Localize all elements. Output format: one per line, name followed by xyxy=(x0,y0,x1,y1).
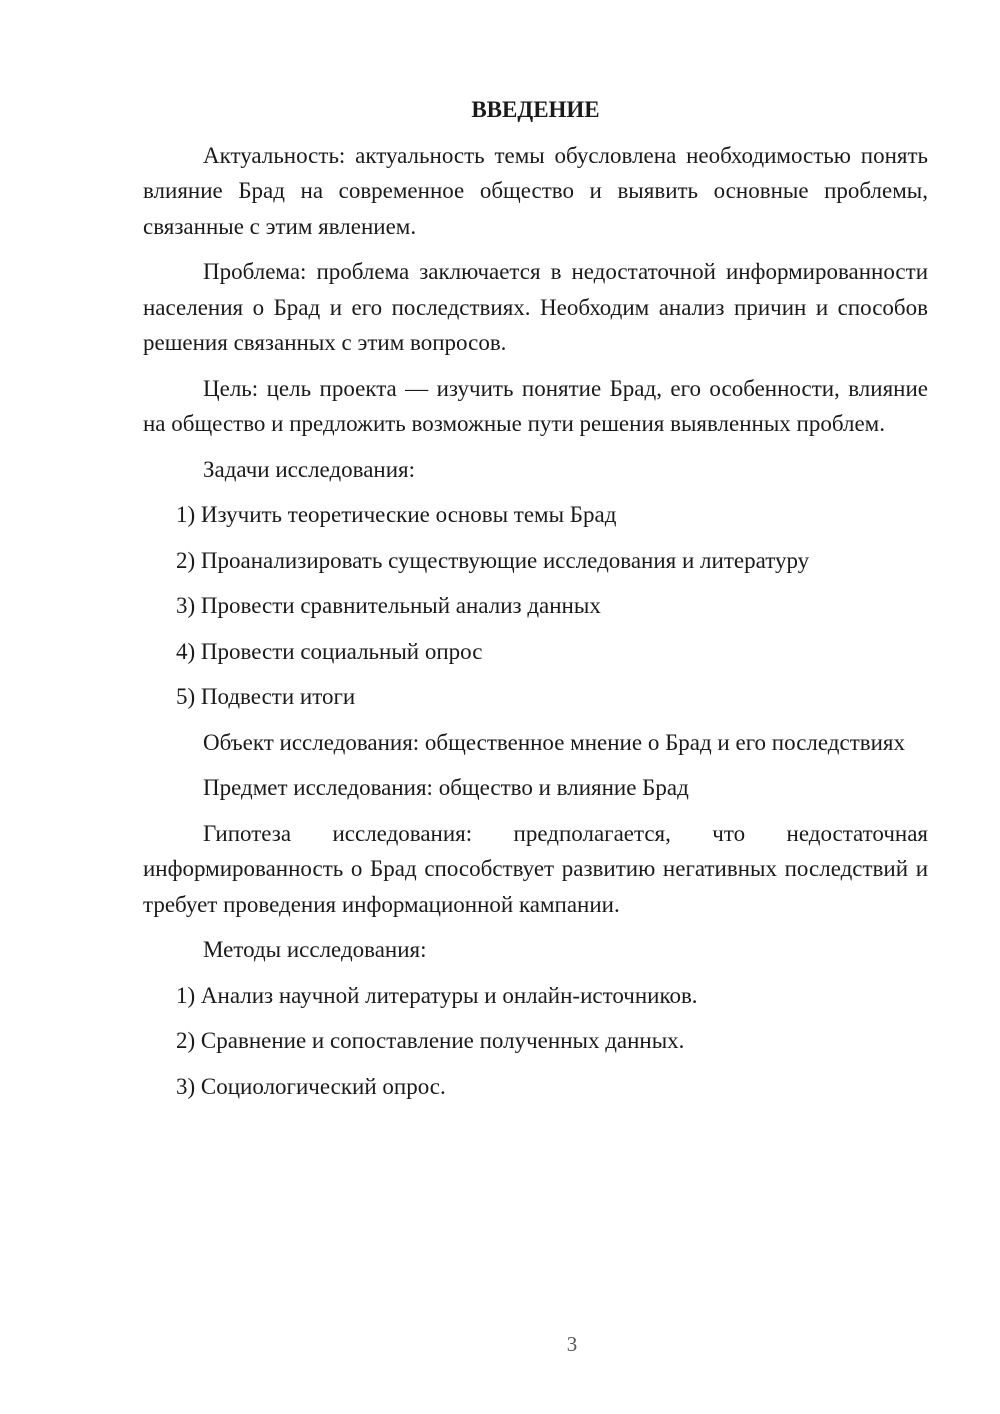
tasks-title: Задачи исследования: xyxy=(203,456,416,482)
methods-title: Методы исследования: xyxy=(203,937,427,962)
problem-paragraph: Проблема: проблема заключается в недостаточной информированности населения о Брад и его последствиях. Необходим анализ причин и способов решения связанных с этим вопросов. xyxy=(143,259,928,355)
goal-paragraph: Цель: цель проекта — изучить понятие Брад, его особенности, влияние на общество и предложить возможные пути решения выявленных проблем. xyxy=(143,375,928,436)
section-heading: ВВЕДЕНИЕ xyxy=(471,97,600,122)
task-item: 4) Провести социальный опрос xyxy=(176,638,483,664)
object-paragraph: Объект исследования: общественное мнение о Брад и его последствиях xyxy=(203,729,905,755)
task-item: 2) Проанализировать существующие исследования и литературу xyxy=(176,547,810,573)
page-number: 3 xyxy=(566,1332,578,1356)
subject-paragraph: Предмет исследования: общество и влияние Брад xyxy=(203,775,689,800)
method-item: 2) Сравнение и сопоставление полученных данных. xyxy=(176,1028,685,1053)
task-item: 5) Подвести итоги xyxy=(176,684,356,709)
relevance-paragraph: Актуальность: актуальность темы обусловлена необходимостью понять влияние Брад на современное общество и выявить основные проблемы, связанные с этим явлением. xyxy=(143,142,928,239)
method-item: 1) Анализ научной литературы и онлайн-источников. xyxy=(176,982,698,1008)
method-item: 3) Социологический опрос. xyxy=(176,1073,446,1099)
page-content xyxy=(143,92,928,1114)
hypothesis-paragraph: Гипотеза исследования: предполагается, что недостаточная информированность о Брад способствует развитию негативных последствий и требует проведения информационной кампании. xyxy=(143,820,928,917)
task-item: 3) Провести сравнительный анализ данных xyxy=(176,593,601,618)
task-item: 1) Изучить теоретические основы темы Брад xyxy=(176,502,617,527)
